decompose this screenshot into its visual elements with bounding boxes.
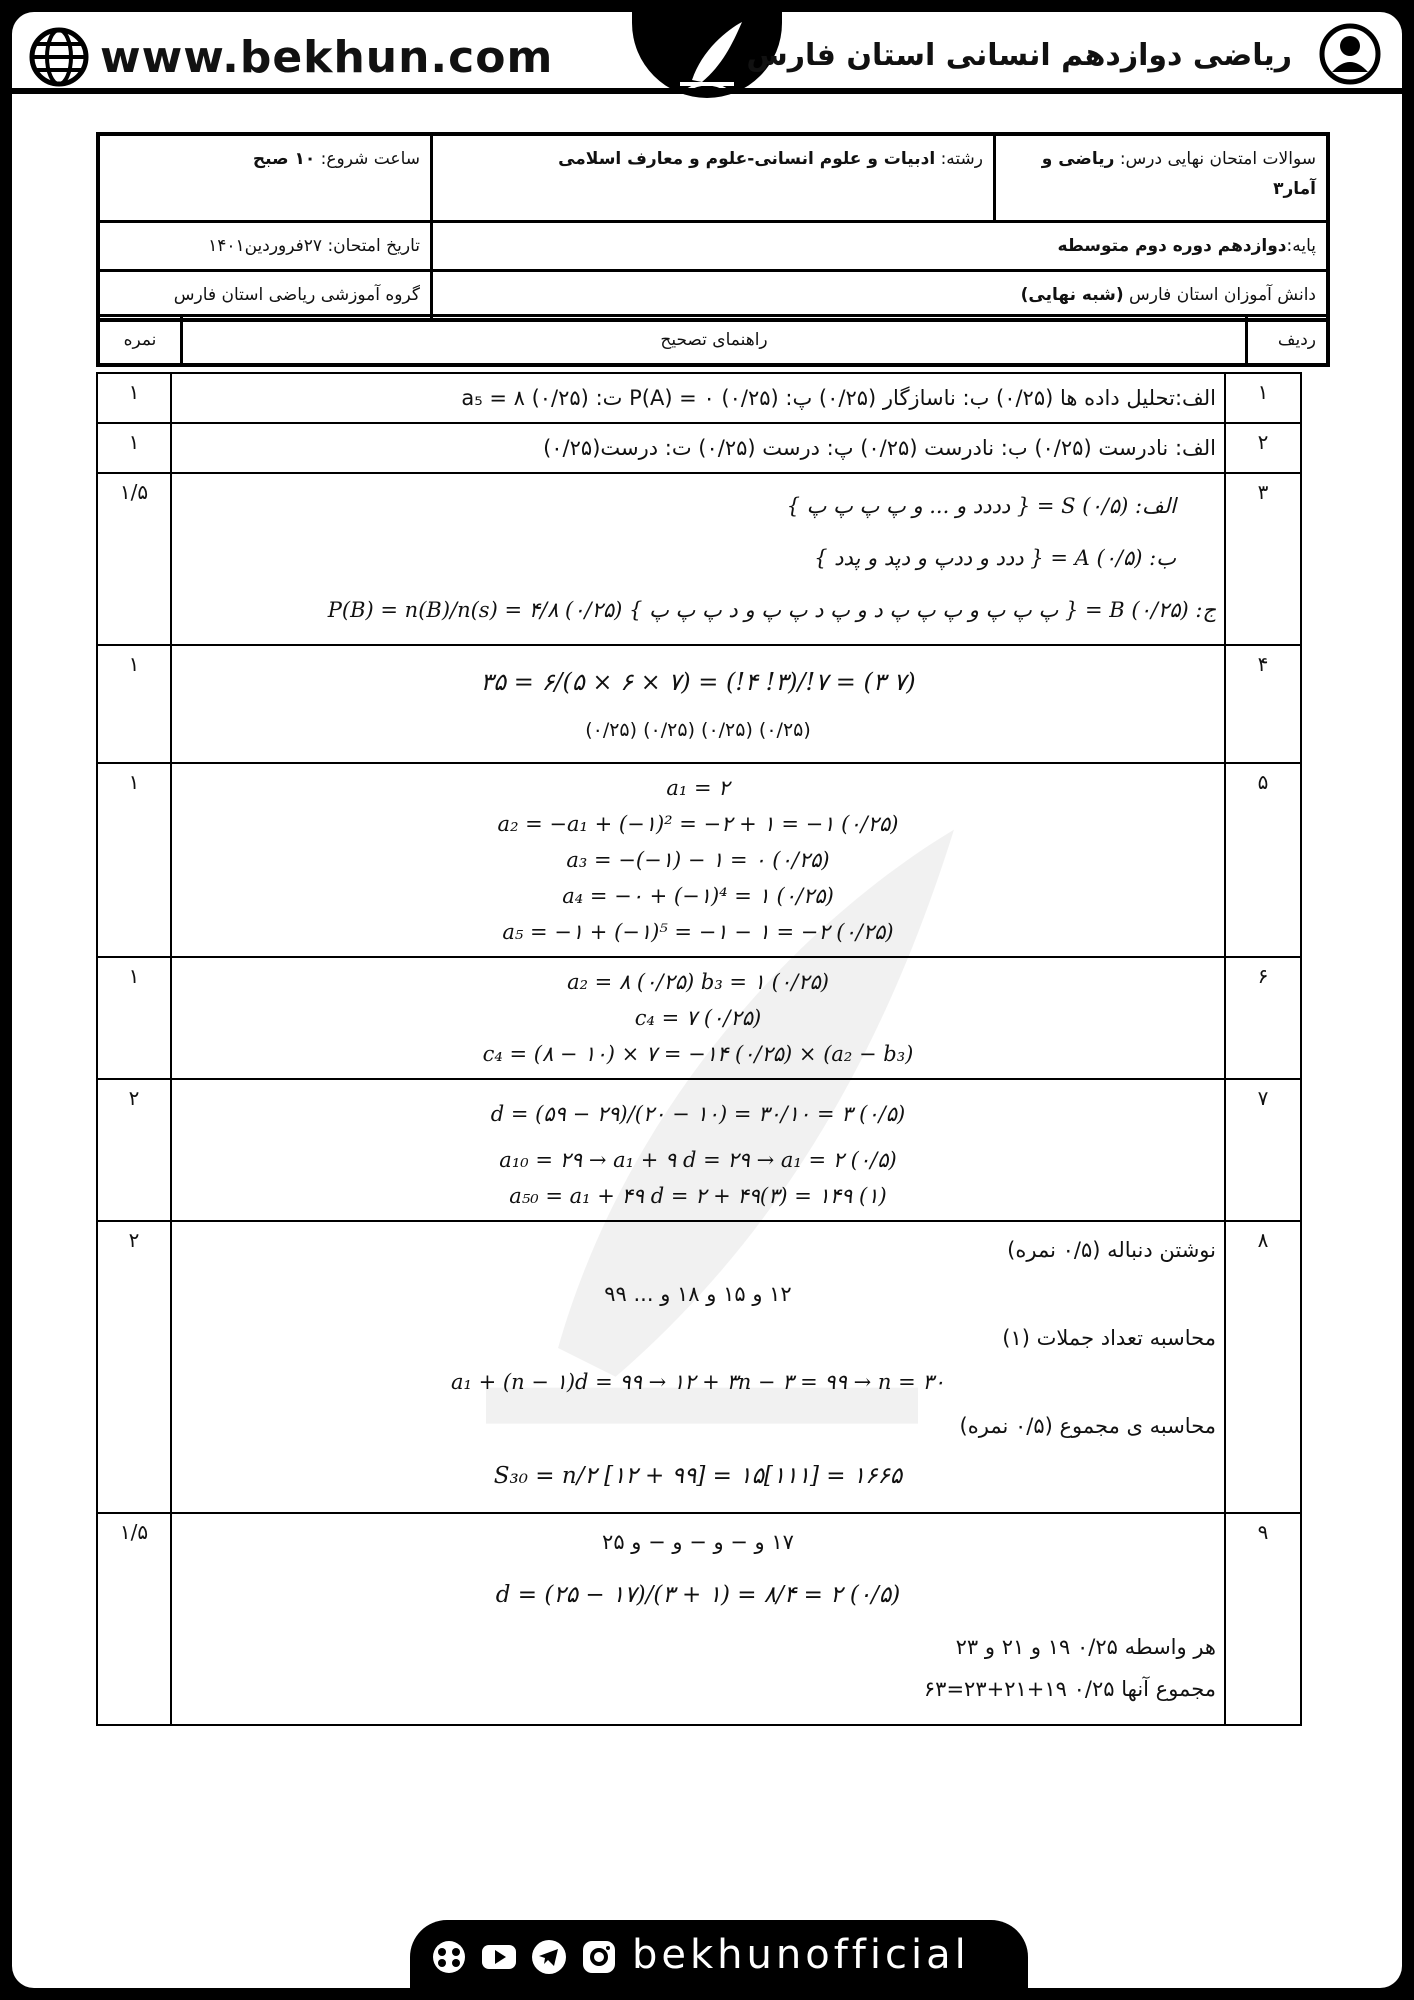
table-row — [97, 373, 1301, 423]
answer-line: a₂ = −a₁ + (−۱)² = −۲ + ۱ = −۱ (۰/۲۵) — [497, 812, 899, 836]
row-number: ۳ — [1225, 473, 1301, 645]
date-value: ۲۷فروردین۱۴۰۱ — [208, 236, 323, 256]
row-number: ۵ — [1225, 763, 1301, 957]
row-content — [171, 957, 1225, 1079]
globe-icon — [28, 26, 90, 88]
answer-line: ج: (۰/۲۵) B = { پ پ پ و پ پ پ د و پ د پ پ و د پ پ پ } (۰/۲۵) P(B) = n(B)/n(s) = ۴/۸ — [327, 598, 1216, 622]
start-value: ۱۰ صبح — [252, 149, 316, 169]
row-number: ۶ — [1225, 957, 1301, 1079]
exam-info-table — [96, 132, 1330, 322]
page-title: ریاضی دوازدهم انسانی استان فارس — [746, 38, 1292, 73]
answer-table — [96, 372, 1302, 1726]
row-score: ۱/۵ — [97, 473, 171, 645]
user-icon — [1318, 22, 1382, 86]
table-row — [97, 763, 1301, 957]
row-score: ۱ — [97, 423, 171, 473]
course-label: سوالات امتحان نهایی درس: — [1119, 149, 1316, 169]
row-content — [171, 645, 1225, 763]
students-label: دانش آموزان استان فارس — [1129, 285, 1316, 305]
row-content — [171, 373, 1225, 423]
page — [12, 12, 1402, 1988]
row-content — [171, 1513, 1225, 1725]
answer-line: الف: نادرست (۰/۲۵) ب: نادرست (۰/۲۵) پ: درست (۰/۲۵) ت: درست(۰/۲۵) — [543, 436, 1216, 460]
answer-line: ۱۲ و ۱۵ و ۱۸ و ... ۹۹ — [604, 1282, 792, 1306]
answer-line: a₄ = −۰ + (−۱)⁴ = ۱ (۰/۲۵) — [562, 884, 834, 908]
social-footer — [410, 1920, 1028, 1988]
answer-line: (a₂ − b₃) × c₄ = (۸ − ۱۰) × ۷ = −۱۴ (۰/۲۵) — [482, 1042, 914, 1066]
answer-line: a₅ = −۱ + (−۱)⁵ = −۱ − ۱ = −۲ (۰/۲۵) — [502, 920, 894, 944]
answer-line: c₄ = ۷ (۰/۲۵) — [634, 1006, 762, 1030]
table-row — [97, 645, 1301, 763]
row-number: ۱ — [1225, 373, 1301, 423]
row-number: ۹ — [1225, 1513, 1301, 1725]
answer-line: ۱۷ و − و − و − و ۲۵ — [602, 1530, 794, 1554]
students-value: (شبه نهایی) — [1020, 285, 1124, 305]
field-label: رشته: — [940, 149, 983, 169]
row-score: ۱/۵ — [97, 1513, 171, 1725]
row-score: ۱ — [97, 373, 171, 423]
answer-line: نوشتن دنباله (۰/۵ نمره) — [1007, 1238, 1216, 1262]
answer-line: d = (۲۵ − ۱۷)/(۳ + ۱) = ۸/۴ = ۲ (۰/۵) — [495, 1582, 901, 1608]
row-score: ۱ — [97, 645, 171, 763]
answer-line: a₂ = ۸ (۰/۲۵) b₃ = ۱ (۰/۲۵) — [567, 970, 829, 994]
date-label: تاریخ امتحان: — [327, 236, 420, 256]
answer-line: الف: (۰/۵) S = { دددد و ... و پ پ پ پ } — [786, 494, 1176, 518]
field-value: ادبیات و علوم انسانی-علوم و معارف اسلامی — [558, 149, 936, 169]
answer-line: مجموع آنها ۰/۲۵ ۱۹+۲۱+۲۳=۶۳ — [923, 1677, 1216, 1701]
table-row — [97, 473, 1301, 645]
row-content — [171, 1079, 1225, 1221]
row-number: ۲ — [1225, 423, 1301, 473]
answer-line: محاسبه تعداد جملات (۱) — [1002, 1326, 1216, 1350]
row-score: ۲ — [97, 1221, 171, 1513]
answer-line: الف:تحلیل داده ها (۰/۲۵) ب: ناسازگار (۰/۲۵) پ: P(A) = ۰ (۰/۲۵) ت: a₅ = ۸ (۰/۲۵) — [461, 386, 1216, 410]
row-score: ۲ — [97, 1079, 171, 1221]
row-number: ۴ — [1225, 645, 1301, 763]
column-header-table — [96, 314, 1330, 367]
row-content — [171, 423, 1225, 473]
answer-line: (۷ ۳) = ۷!/(۳! ۴!) = (۷ × ۶ × ۵)/۶ = ۳۵ — [480, 668, 916, 696]
col-header-guide: راهنمای تصحیح — [182, 316, 1247, 366]
answer-line: S₃₀ = n/۲ [۱۲ + ۹۹] = ۱۵[۱۱۱] = ۱۶۶۵ — [493, 1463, 903, 1489]
row-number: ۸ — [1225, 1221, 1301, 1513]
social-handle[interactable]: bekhunofficial — [632, 1932, 970, 1978]
row-score: ۱ — [97, 957, 171, 1079]
start-label: ساعت شروع: — [320, 149, 420, 169]
answer-line: هر واسطه ۰/۲۵ ۱۹ و ۲۱ و ۲۳ — [955, 1635, 1216, 1659]
row-content — [171, 1221, 1225, 1513]
row-number: ۷ — [1225, 1079, 1301, 1221]
youtube-icon[interactable] — [480, 1938, 518, 1976]
answer-line: a₃ = −(−۱) − ۱ = ۰ (۰/۲۵) — [566, 848, 830, 872]
grade-label: پایه: — [1286, 236, 1316, 256]
course-value: ریاضی و آمار۳ — [1041, 149, 1316, 199]
answer-line: a₅₀ = a₁ + ۴۹ d = ۲ + ۴۹(۳) = ۱۴۹ (۱) — [509, 1184, 887, 1208]
header-divider — [12, 88, 1402, 94]
table-row — [97, 1513, 1301, 1725]
answer-line: محاسبه ی مجموع (۰/۵ نمره) — [959, 1414, 1216, 1438]
answer-line: a₁ = ۲ — [666, 776, 730, 800]
row-content — [171, 473, 1225, 645]
col-header-row: ردیف — [1247, 316, 1329, 366]
table-row — [97, 1221, 1301, 1513]
answer-line: a₁₀ = ۲۹ → a₁ + ۹ d = ۲۹ → a₁ = ۲ (۰/۵) — [499, 1148, 897, 1172]
row-score: ۱ — [97, 763, 171, 957]
website-link[interactable]: www.bekhun.com — [100, 32, 554, 83]
table-row — [97, 423, 1301, 473]
answer-line: a₁ + (n − ۱)d = ۹۹ → ۱۲ + ۳n − ۳ = ۹۹ → n = ۳۰ — [451, 1370, 945, 1394]
answer-line: ب: (۰/۵) A = { ددد و ددپ و دپد و پدد } — [814, 546, 1176, 570]
telegram-icon[interactable] — [530, 1938, 568, 1976]
grade-value: دوازدهم دوره دوم متوسطه — [1057, 236, 1287, 256]
answer-line: d = (۵۹ − ۲۹)/(۲۰ − ۱۰) = ۳۰/۱۰ = ۳ (۰/۵) — [490, 1102, 906, 1126]
table-row — [97, 1079, 1301, 1221]
aparat-icon[interactable] — [430, 1938, 468, 1976]
instagram-icon[interactable] — [580, 1938, 618, 1976]
answer-line: (۰/۲۵) (۰/۲۵) (۰/۲۵) (۰/۲۵) — [585, 719, 811, 741]
col-header-score: نمره — [98, 316, 182, 366]
row-content — [171, 763, 1225, 957]
table-row — [97, 957, 1301, 1079]
group-name: گروه آموزشی ریاضی استان فارس — [173, 285, 420, 305]
